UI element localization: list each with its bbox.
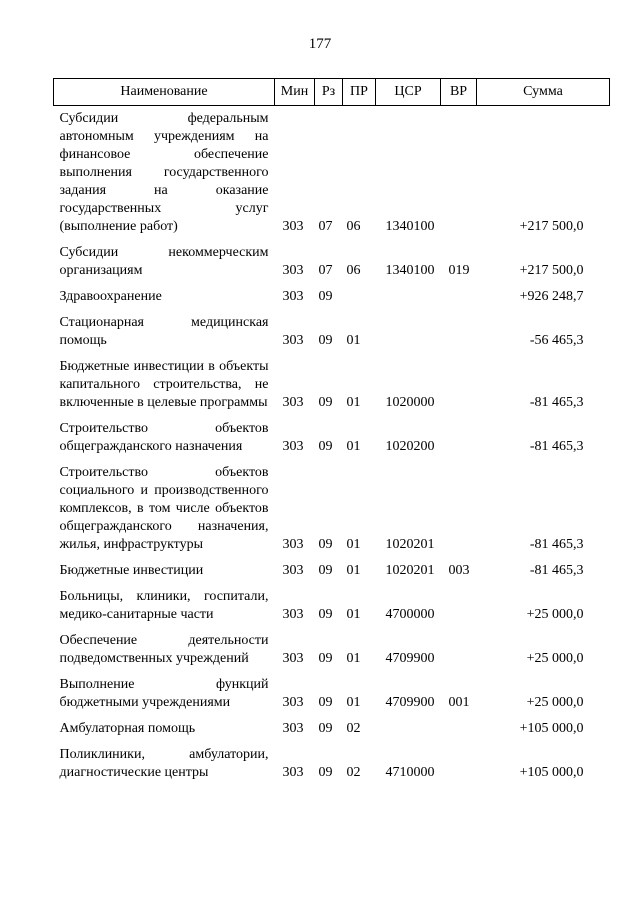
cell-csr: 4710000: [385, 765, 435, 780]
cell-pr: 01: [346, 537, 361, 552]
cell-sum: -56 465,3: [529, 333, 584, 348]
table-row: [54, 420, 610, 464]
cell-rz: 09: [318, 333, 333, 348]
table-row: [54, 588, 610, 632]
cell-csr: 1340100: [385, 219, 435, 234]
cell-csr: [376, 288, 441, 314]
cell-min: 303: [282, 537, 304, 552]
cell-pr: 01: [346, 395, 361, 410]
cell-csr: 1020200: [385, 439, 435, 454]
cell-name: Поликлиники, амбулатории, диагностические центры: [59, 747, 269, 780]
cell-rz: 09: [318, 439, 333, 454]
cell-min: 303: [282, 219, 304, 234]
table-body: [54, 106, 610, 791]
cell-csr: 1340100: [385, 263, 435, 278]
budget-table: [53, 78, 610, 790]
cell-sum: +25 000,0: [526, 607, 584, 622]
cell-vr: [441, 106, 477, 245]
cell-rz: 09: [318, 289, 333, 304]
cell-pr: 02: [346, 721, 361, 736]
table-header-row: [54, 79, 610, 106]
header-pr: ПР: [343, 79, 376, 106]
cell-csr: 1020000: [385, 395, 435, 410]
cell-pr: 01: [346, 333, 361, 348]
cell-vr: [441, 720, 477, 746]
cell-name: Стационарная медицинская помощь: [59, 315, 269, 348]
cell-pr: 01: [346, 607, 361, 622]
cell-sum: +926 248,7: [519, 289, 584, 304]
cell-pr: 06: [346, 263, 361, 278]
cell-vr: [441, 464, 477, 562]
table-row: [54, 244, 610, 288]
cell-pr: 01: [346, 439, 361, 454]
cell-name: Бюджетные инвестиции: [59, 563, 204, 578]
cell-name: Здравоохранение: [59, 289, 162, 304]
cell-vr: [441, 746, 477, 790]
table-row: [54, 314, 610, 358]
table-row: [54, 720, 610, 746]
header-name: Наименование: [54, 79, 275, 106]
cell-vr: [441, 358, 477, 420]
cell-rz: 07: [318, 219, 333, 234]
cell-rz: 09: [318, 395, 333, 410]
cell-rz: 09: [318, 765, 333, 780]
cell-rz: 09: [318, 537, 333, 552]
table-row: [54, 632, 610, 676]
cell-vr: [441, 588, 477, 632]
cell-rz: 09: [318, 695, 333, 710]
cell-min: 303: [282, 695, 304, 710]
cell-name: Бюджетные инвестиции в объекты капитального строительства, не включенные в целевые программы: [59, 359, 269, 410]
cell-sum: +217 500,0: [519, 219, 584, 234]
table-row: [54, 106, 610, 245]
cell-rz: 09: [318, 721, 333, 736]
header-min: Мин: [275, 79, 315, 106]
cell-min: 303: [282, 289, 304, 304]
cell-pr: [343, 288, 376, 314]
cell-rz: 07: [318, 263, 333, 278]
cell-rz: 09: [318, 607, 333, 622]
cell-pr: 06: [346, 219, 361, 234]
cell-name: Амбулаторная помощь: [59, 721, 196, 736]
table-row: [54, 464, 610, 562]
cell-rz: 09: [318, 563, 333, 578]
cell-vr: 001: [448, 695, 470, 710]
table-row: [54, 676, 610, 720]
cell-name: Субсидии некоммерческим организациям: [59, 245, 269, 278]
cell-pr: 01: [346, 563, 361, 578]
header-csr: ЦСР: [376, 79, 441, 106]
cell-min: 303: [282, 439, 304, 454]
cell-sum: +25 000,0: [526, 651, 584, 666]
table-row: [54, 288, 610, 314]
cell-min: 303: [282, 333, 304, 348]
cell-vr: [441, 420, 477, 464]
cell-sum: -81 465,3: [529, 395, 584, 410]
cell-name: Строительство объектов социального и производственного комплексов, в том числе объектов общегражданского назначения, жилья, инфраструктуры: [59, 465, 269, 552]
cell-name: Субсидии федеральным автономным учреждениям на финансовое обеспечение выполнения государственного задания на оказание государственных услуг (выполнение работ): [59, 111, 269, 234]
cell-min: 303: [282, 395, 304, 410]
cell-sum: +217 500,0: [519, 263, 584, 278]
cell-pr: 02: [346, 765, 361, 780]
cell-csr: 4709900: [385, 695, 435, 710]
cell-name: Обеспечение деятельности подведомственных учреждений: [59, 633, 269, 666]
cell-sum: -81 465,3: [529, 439, 584, 454]
table-row: [54, 562, 610, 588]
cell-min: 303: [282, 765, 304, 780]
cell-sum: +25 000,0: [526, 695, 584, 710]
table-row: [54, 358, 610, 420]
cell-csr: 4700000: [385, 607, 435, 622]
cell-sum: +105 000,0: [519, 721, 584, 736]
cell-vr: [441, 632, 477, 676]
cell-sum: -81 465,3: [529, 563, 584, 578]
cell-csr: 4709900: [385, 651, 435, 666]
cell-csr: [376, 720, 441, 746]
page-number: 177: [308, 36, 332, 52]
table-row: [54, 746, 610, 790]
cell-vr: [441, 314, 477, 358]
header-rz: Рз: [315, 79, 343, 106]
cell-min: 303: [282, 651, 304, 666]
cell-min: 303: [282, 607, 304, 622]
cell-name: Больницы, клиники, госпитали, медико-санитарные части: [59, 589, 269, 622]
cell-pr: 01: [346, 651, 361, 666]
header-sum: Сумма: [477, 79, 610, 106]
cell-name: Выполнение функций бюджетными учреждениями: [59, 677, 269, 710]
cell-min: 303: [282, 721, 304, 736]
cell-csr: [376, 314, 441, 358]
cell-vr: [441, 288, 477, 314]
cell-csr: 1020201: [385, 563, 435, 578]
cell-sum: +105 000,0: [519, 765, 584, 780]
cell-min: 303: [282, 263, 304, 278]
cell-sum: -81 465,3: [529, 537, 584, 552]
cell-vr: 003: [448, 563, 470, 578]
cell-csr: 1020201: [385, 537, 435, 552]
cell-min: 303: [282, 563, 304, 578]
cell-vr: 019: [448, 263, 470, 278]
cell-rz: 09: [318, 651, 333, 666]
cell-name: Строительство объектов общегражданского назначения: [59, 421, 269, 454]
cell-pr: 01: [346, 695, 361, 710]
header-vr: ВР: [441, 79, 477, 106]
